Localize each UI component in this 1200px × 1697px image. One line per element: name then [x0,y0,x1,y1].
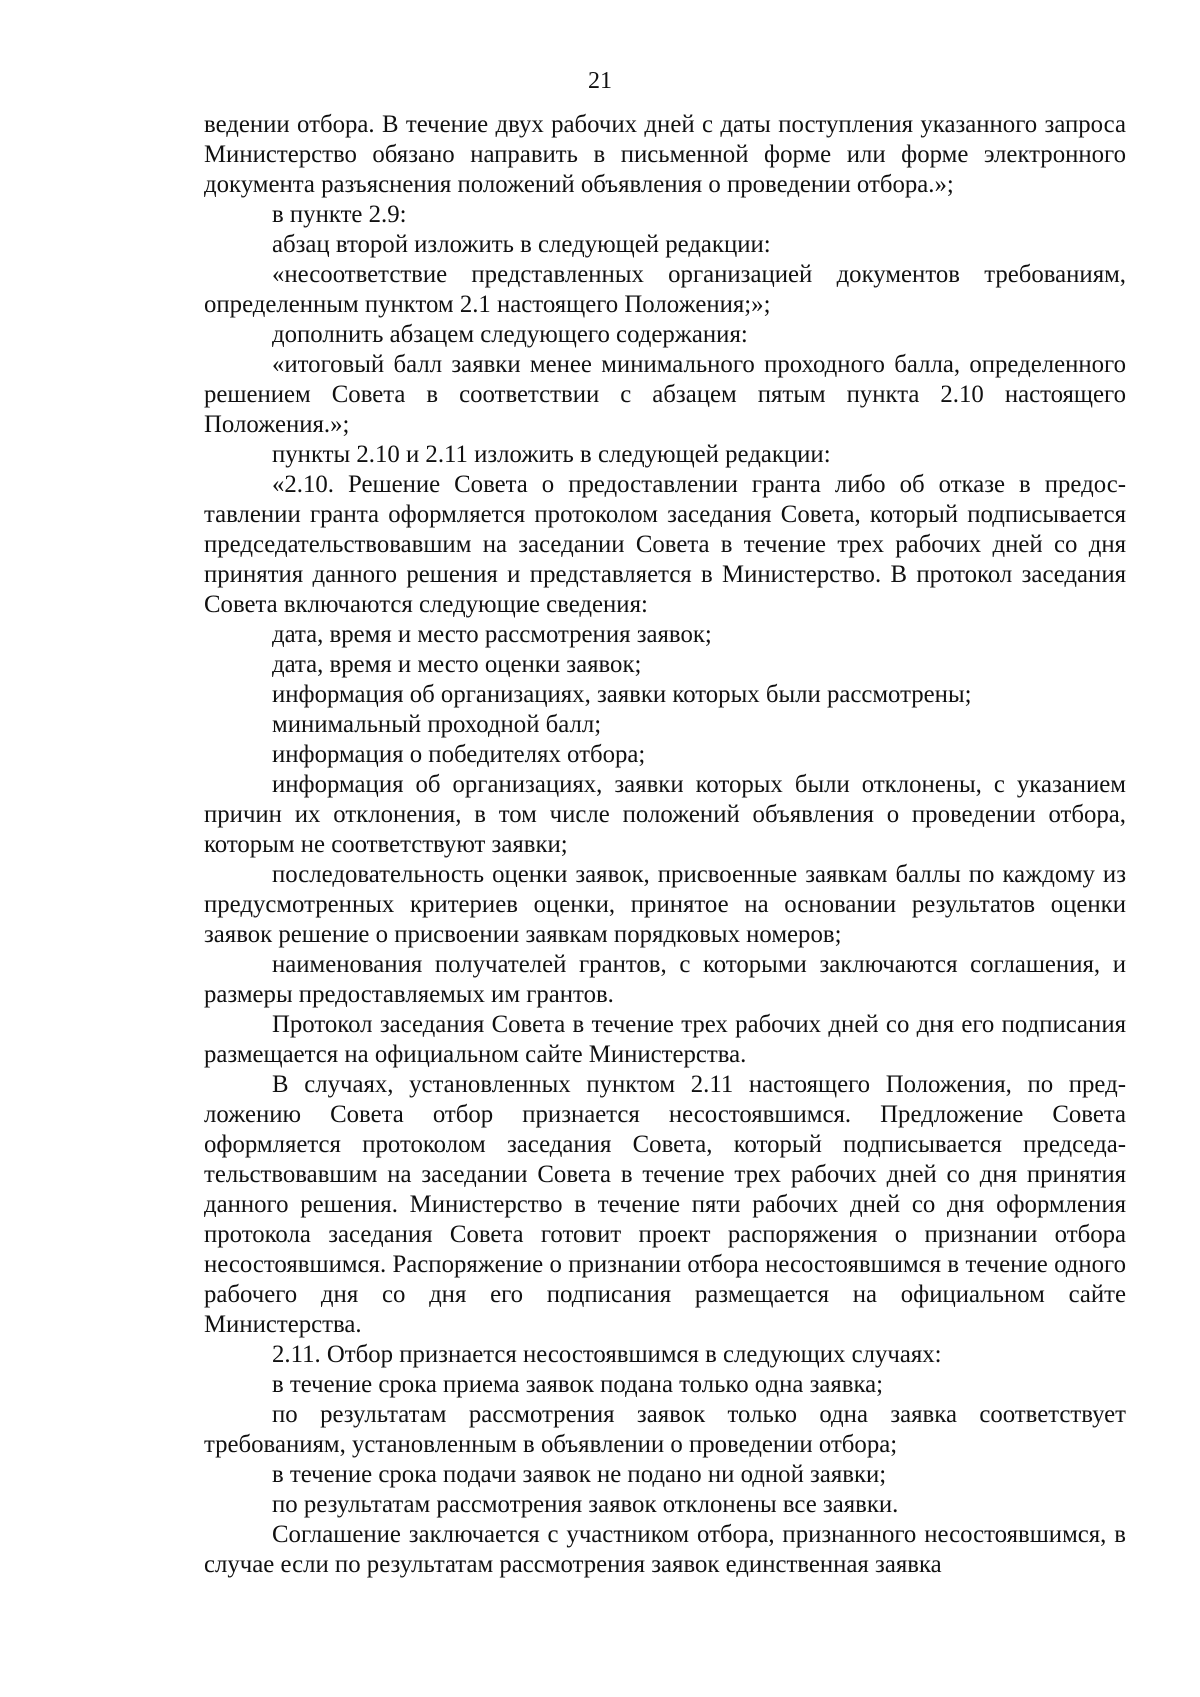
paragraph-continuation: ведении отбора. В течение двух рабочих дней с даты поступления указанного запроса Министерство обязано направить в письменной форме или форме электронного документа разъяснения положений объявления о проведении отбора.»; [204,111,1126,198]
list-item: последовательность оценки заявок, присвоенные заявкам баллы по каждому из предусмотренных критериев оценки, принятое на основании результатов оценки заявок решение о присвоении заявкам порядковых номеров; [204,861,1126,948]
list-item: дата, время и место рассмотрения заявок; [272,621,712,648]
document-body [204,110,1126,1580]
paragraph: Соглашение заключается с участником отбора, признанного несостоявшимся, в случае если по результатам рассмотрения заявок единственная заявка [204,1521,1126,1578]
paragraph-section-2-11: 2.11. Отбор признается несостоявшимся в следующих случаях: [272,1341,942,1368]
list-item: наименования получателей грантов, с которыми заключаются соглашения, и размеры предоставляемых им грантов. [204,951,1126,1008]
list-item: в течение срока приема заявок подана только одна заявка; [272,1371,884,1398]
list-item: по результатам рассмотрения заявок только одна заявка соответствует требованиям, установленным в объявлении о проведении отбора; [204,1401,1126,1458]
paragraph-quote: «итоговый балл заявки менее минимального проходного балла, определенного решением Совета в соответствии с абзацем пятым пункта 2.10 настоящего Положения.»; [204,351,1126,438]
list-item: минимальный проходной балл; [272,711,602,738]
paragraph: В случаях, установленных пунктом 2.11 настоящего Положения, по предложению Совета отбор признается несостоявшимся. Предложение Совета оформляется протоколом заседания Совета, который подписывается председательствовавшим на заседании Совета в течение трех рабочих дней со дня принятия данного решения. Министерство в течение пяти рабочих дней со дня оформления протокола заседания Совета готовит проект распоряжения о признании отбора несостоявшимся. Распоряжение о признании отбора несостоявшимся в течение одного рабочего дня со дня его подписания размещается на официальном сайте Министерства. [204,1071,1126,1338]
paragraph-quote: «несоответствие представленных организацией документов требованиям, определенным пунктом 2.1 настоящего Положения;»; [204,261,1126,318]
paragraph-instruction: дополнить абзацем следующего содержания: [272,321,748,348]
paragraph-instruction: абзац второй изложить в следующей редакции: [272,231,771,258]
list-item: по результатам рассмотрения заявок отклонены все заявки. [272,1491,899,1518]
paragraph-item-2-9: в пункте 2.9: [272,201,407,228]
paragraph-instruction: пункты 2.10 и 2.11 изложить в следующей редакции: [272,441,831,468]
list-item: информация о победителях отбора; [272,741,646,768]
paragraph-section-2-10: «2.10. Решение Совета о предоставлении гранта либо об отказе в предоставлении гранта оформляется протоколом заседания Совета, который подписывается председательствовавшим на заседании Совета в течение трех рабочих дней со дня принятия данного решения и представляется в Министерство. В протокол заседания Совета включаются следующие сведения: [204,471,1126,618]
list-item: в течение срока подачи заявок не подано ни одной заявки; [272,1461,887,1488]
list-item: дата, время и место оценки заявок; [272,651,642,678]
paragraph: Протокол заседания Совета в течение трех рабочих дней со дня его подписания размещается на официальном сайте Министерства. [204,1011,1126,1068]
list-item: информация об организациях, заявки которых были рассмотрены; [272,681,972,708]
page-number: 21 [588,68,612,94]
list-item: информация об организациях, заявки которых были отклонены, с указанием причин их отклонения, в том числе положений объявления о проведении отбора, которым не соответствуют заявки; [204,771,1126,858]
